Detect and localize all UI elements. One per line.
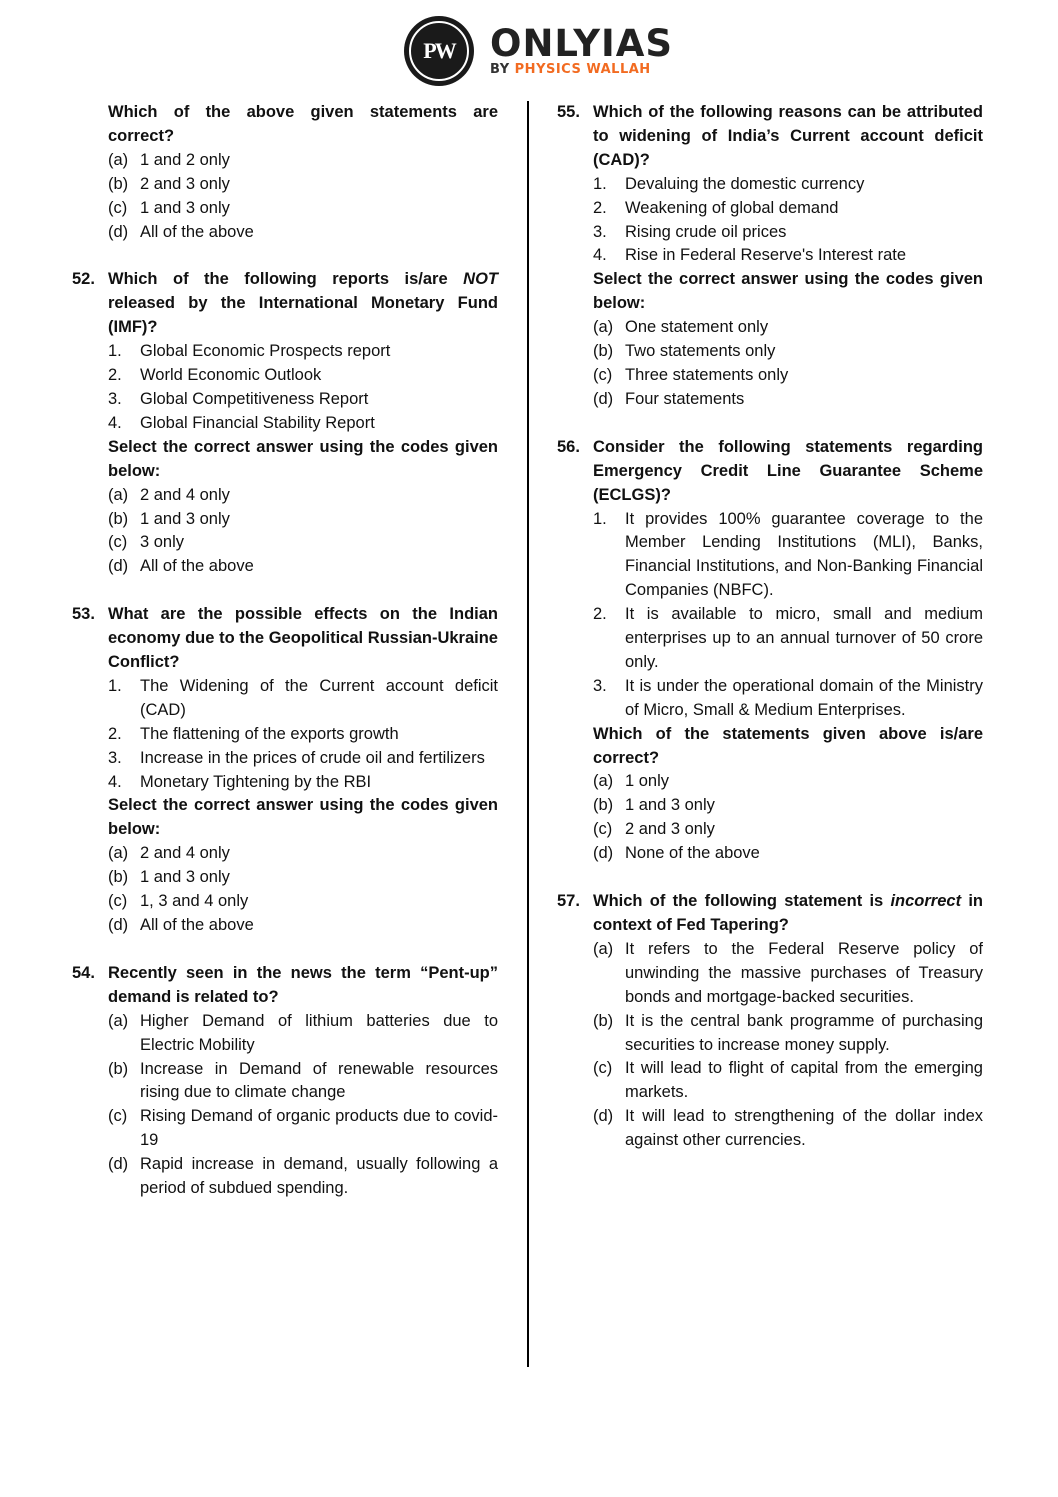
stem-fragment: Which of the following statement is xyxy=(593,892,891,911)
statement-4 xyxy=(108,771,498,795)
item-text: It is under the operational domain of the Ministry of Micro, Small & Medium Enterprises. xyxy=(625,676,983,719)
pw-logo xyxy=(404,16,474,86)
item-text: The flattening of the exports growth xyxy=(140,724,399,743)
item-label: 3. xyxy=(108,389,122,408)
item-label: (c) xyxy=(108,533,128,552)
item-text: Two statements only xyxy=(625,342,776,361)
answer-instruction: Select the correct answer using the codes given below: xyxy=(593,270,983,313)
item-text: Monetary Tightening by the RBI xyxy=(140,772,372,791)
option-b xyxy=(108,508,498,532)
option-d xyxy=(108,914,498,938)
item-label: (d) xyxy=(593,1107,614,1126)
item-label: 3. xyxy=(108,748,122,767)
item-text: It refers to the Federal Reserve policy of unwinding the massive purchases of Treasury bonds and mortgage-backed securities. xyxy=(625,939,983,1006)
item-text: Three statements only xyxy=(625,365,789,384)
item-label: 4. xyxy=(593,246,607,265)
item-text: 1 only xyxy=(625,772,670,791)
item-text: Increase in Demand of renewable resources rising due to climate change xyxy=(140,1059,498,1102)
right-column xyxy=(557,101,983,1153)
item-label: 1. xyxy=(593,509,607,528)
question-57 xyxy=(557,890,983,1153)
answer-instruction: Select the correct answer using the codes given below: xyxy=(108,796,498,839)
item-label: 2. xyxy=(108,366,122,385)
statement-2 xyxy=(593,603,983,675)
item-label: (c) xyxy=(108,892,128,911)
column-divider xyxy=(527,101,529,1367)
emphasis-incorrect: incorrect xyxy=(890,892,962,911)
statement-3 xyxy=(593,675,983,723)
item-text: 2 and 3 only xyxy=(140,174,230,193)
item-text: Rising crude oil prices xyxy=(625,222,787,241)
question-number: 52. xyxy=(72,270,95,289)
option-b xyxy=(593,794,983,818)
item-text: 3 only xyxy=(140,533,185,552)
option-b xyxy=(593,340,983,364)
item-text: World Economic Outlook xyxy=(140,366,322,385)
stem-fragment: in context of Fed Tapering? xyxy=(593,892,983,934)
item-label: 1. xyxy=(108,342,122,361)
option-c xyxy=(108,197,498,221)
item-text: 1 and 3 only xyxy=(140,868,230,887)
item-label: (b) xyxy=(108,1059,129,1078)
item-text: Global Economic Prospects report xyxy=(140,342,391,361)
question-stem: What are the possible effects on the Indian economy due to the Geopolitical Russian-Ukraine Conflict? xyxy=(108,605,498,672)
item-text: One statement only xyxy=(625,318,769,337)
option-a xyxy=(108,484,498,508)
item-text: All of the above xyxy=(140,557,254,576)
item-label: (a) xyxy=(108,844,129,863)
question-number: 54. xyxy=(72,963,95,982)
option-d xyxy=(108,1153,498,1201)
statement-2 xyxy=(108,364,498,388)
statement-2 xyxy=(593,197,983,221)
option-c xyxy=(108,1105,498,1153)
item-text: 1 and 3 only xyxy=(625,796,715,815)
question-52 xyxy=(72,268,498,579)
item-text: Four statements xyxy=(625,389,745,408)
item-label: (d) xyxy=(593,844,614,863)
option-d xyxy=(108,555,498,579)
pw-logo-text: PW xyxy=(409,21,469,81)
item-label: 2. xyxy=(108,724,122,743)
item-label: (a) xyxy=(593,772,614,791)
stem-fragment: Which of the following reports is/are xyxy=(108,270,464,289)
item-label: 1. xyxy=(108,676,122,695)
item-label: (b) xyxy=(108,868,129,887)
question-number: 53. xyxy=(72,605,95,624)
option-a xyxy=(108,149,498,173)
question-number: 56. xyxy=(557,437,580,456)
emphasis-not: NOT xyxy=(463,270,498,289)
item-text: 2 and 4 only xyxy=(140,844,230,863)
item-text: It will lead to strengthening of the dollar index against other currencies. xyxy=(625,1107,983,1150)
item-text: All of the above xyxy=(140,222,254,241)
item-text: None of the above xyxy=(625,844,760,863)
item-label: (c) xyxy=(108,1107,128,1126)
option-a xyxy=(593,938,983,1010)
option-c xyxy=(108,531,498,555)
option-c xyxy=(593,364,983,388)
item-text: Global Competitiveness Report xyxy=(140,389,369,408)
option-d xyxy=(593,1105,983,1153)
item-label: (d) xyxy=(593,389,614,408)
item-text: 1, 3 and 4 only xyxy=(140,892,249,911)
statement-1 xyxy=(593,508,983,604)
statement-2 xyxy=(108,723,498,747)
question-stem: Which of the following reasons can be attributed to widening of India’s Current account deficit (CAD)? xyxy=(593,103,983,169)
item-text: It will lead to flight of capital from the emerging markets. xyxy=(625,1059,983,1102)
option-c xyxy=(108,890,498,914)
brand-sub-name: PHYSICS WALLAH xyxy=(514,62,651,77)
item-text: The Widening of the Current account deficit (CAD) xyxy=(140,676,498,719)
item-label: (a) xyxy=(593,939,614,958)
question-51-continuation xyxy=(72,101,498,244)
statement-4 xyxy=(108,412,498,436)
option-c xyxy=(593,818,983,842)
item-text: It provides 100% guarantee coverage to the Member Lending Institutions (MLI), Banks, Financial Institutions, and Non-Banking Financial Companies (NBFC). xyxy=(625,509,983,600)
item-label: (c) xyxy=(593,365,613,384)
answer-instruction: Which of the statements given above is/are correct? xyxy=(593,724,983,767)
question-stem: Consider the following statements regarding Emergency Credit Line Guarantee Scheme (ECLGS)? xyxy=(593,437,983,504)
item-label: (d) xyxy=(108,916,129,934)
statement-3 xyxy=(593,221,983,245)
item-label: 2. xyxy=(593,198,607,217)
item-label: (c) xyxy=(593,1059,613,1078)
item-label: 3. xyxy=(593,222,607,241)
option-a xyxy=(593,770,983,794)
item-label: (a) xyxy=(593,318,614,337)
question-stem xyxy=(593,890,983,938)
item-label: (d) xyxy=(108,557,129,576)
item-text: Increase in the prices of crude oil and fertilizers xyxy=(140,748,485,767)
brand-sub-by: BY xyxy=(490,62,510,77)
statement-1 xyxy=(593,173,983,197)
brand-block xyxy=(490,24,673,78)
statement-4 xyxy=(593,244,983,268)
question-number: 57. xyxy=(557,892,580,911)
item-label: (b) xyxy=(108,509,129,528)
item-text: All of the above xyxy=(140,916,254,934)
option-b xyxy=(108,173,498,197)
item-label: (b) xyxy=(593,342,614,361)
page-header xyxy=(0,14,1058,84)
option-c xyxy=(593,1057,983,1105)
question-54 xyxy=(72,962,498,1201)
item-text: Rise in Federal Reserve's Interest rate xyxy=(625,246,907,265)
item-label: (b) xyxy=(593,1011,614,1030)
item-label: (d) xyxy=(108,1155,129,1174)
item-label: (a) xyxy=(108,485,129,504)
item-label: 2. xyxy=(593,605,607,624)
item-label: (a) xyxy=(108,1011,129,1030)
question-55 xyxy=(557,101,983,412)
item-text: 2 and 4 only xyxy=(140,485,230,504)
item-text: 1 and 3 only xyxy=(140,198,230,217)
option-b xyxy=(593,1010,983,1058)
brand-subtitle xyxy=(490,62,673,78)
left-column xyxy=(72,101,498,1201)
option-d xyxy=(108,221,498,245)
item-label: (b) xyxy=(593,796,614,815)
stem-fragment: released by the International Monetary Fund (IMF)? xyxy=(108,294,498,337)
answer-instruction: Select the correct answer using the codes given below: xyxy=(108,437,498,480)
option-b xyxy=(108,1058,498,1106)
question-stem xyxy=(108,268,498,340)
question-53 xyxy=(72,603,498,938)
item-text: It is available to micro, small and medium enterprises up to an annual turnover of 50 crore only. xyxy=(625,605,983,671)
question-stem: Which of the above given statements are correct? xyxy=(108,103,498,145)
item-label: 3. xyxy=(593,676,607,695)
item-text: Devaluing the domestic currency xyxy=(625,174,865,193)
item-label: 4. xyxy=(108,413,122,432)
item-text: 2 and 3 only xyxy=(625,820,715,839)
question-56 xyxy=(557,436,983,866)
item-label: (c) xyxy=(593,820,613,839)
item-text: It is the central bank programme of purchasing securities to increase money supply. xyxy=(625,1011,983,1054)
item-label: 4. xyxy=(108,772,122,791)
item-label: (d) xyxy=(108,222,129,241)
item-text: Rising Demand of organic products due to covid-19 xyxy=(140,1107,498,1150)
option-a xyxy=(108,842,498,866)
item-label: (c) xyxy=(108,198,128,217)
item-text: Weakening of global demand xyxy=(625,198,839,217)
item-text: Higher Demand of lithium batteries due to Electric Mobility xyxy=(140,1011,498,1054)
brand-name: ONLYIAS xyxy=(490,22,674,65)
item-label: (b) xyxy=(108,174,129,193)
option-d xyxy=(593,842,983,866)
option-a xyxy=(108,1010,498,1058)
option-b xyxy=(108,866,498,890)
question-number: 55. xyxy=(557,103,580,121)
statement-3 xyxy=(108,388,498,412)
statement-3 xyxy=(108,747,498,771)
option-a xyxy=(593,316,983,340)
item-label: (a) xyxy=(108,150,129,169)
statement-1 xyxy=(108,340,498,364)
item-label: 1. xyxy=(593,174,607,193)
statement-1 xyxy=(108,675,498,723)
option-d xyxy=(593,388,983,412)
item-text: Rapid increase in demand, usually following a period of subdued spending. xyxy=(140,1155,498,1198)
item-text: 1 and 3 only xyxy=(140,509,230,528)
question-stem: Recently seen in the news the term “Pent-up” demand is related to? xyxy=(108,963,498,1006)
item-text: 1 and 2 only xyxy=(140,150,230,169)
item-text: Global Financial Stability Report xyxy=(140,413,375,432)
